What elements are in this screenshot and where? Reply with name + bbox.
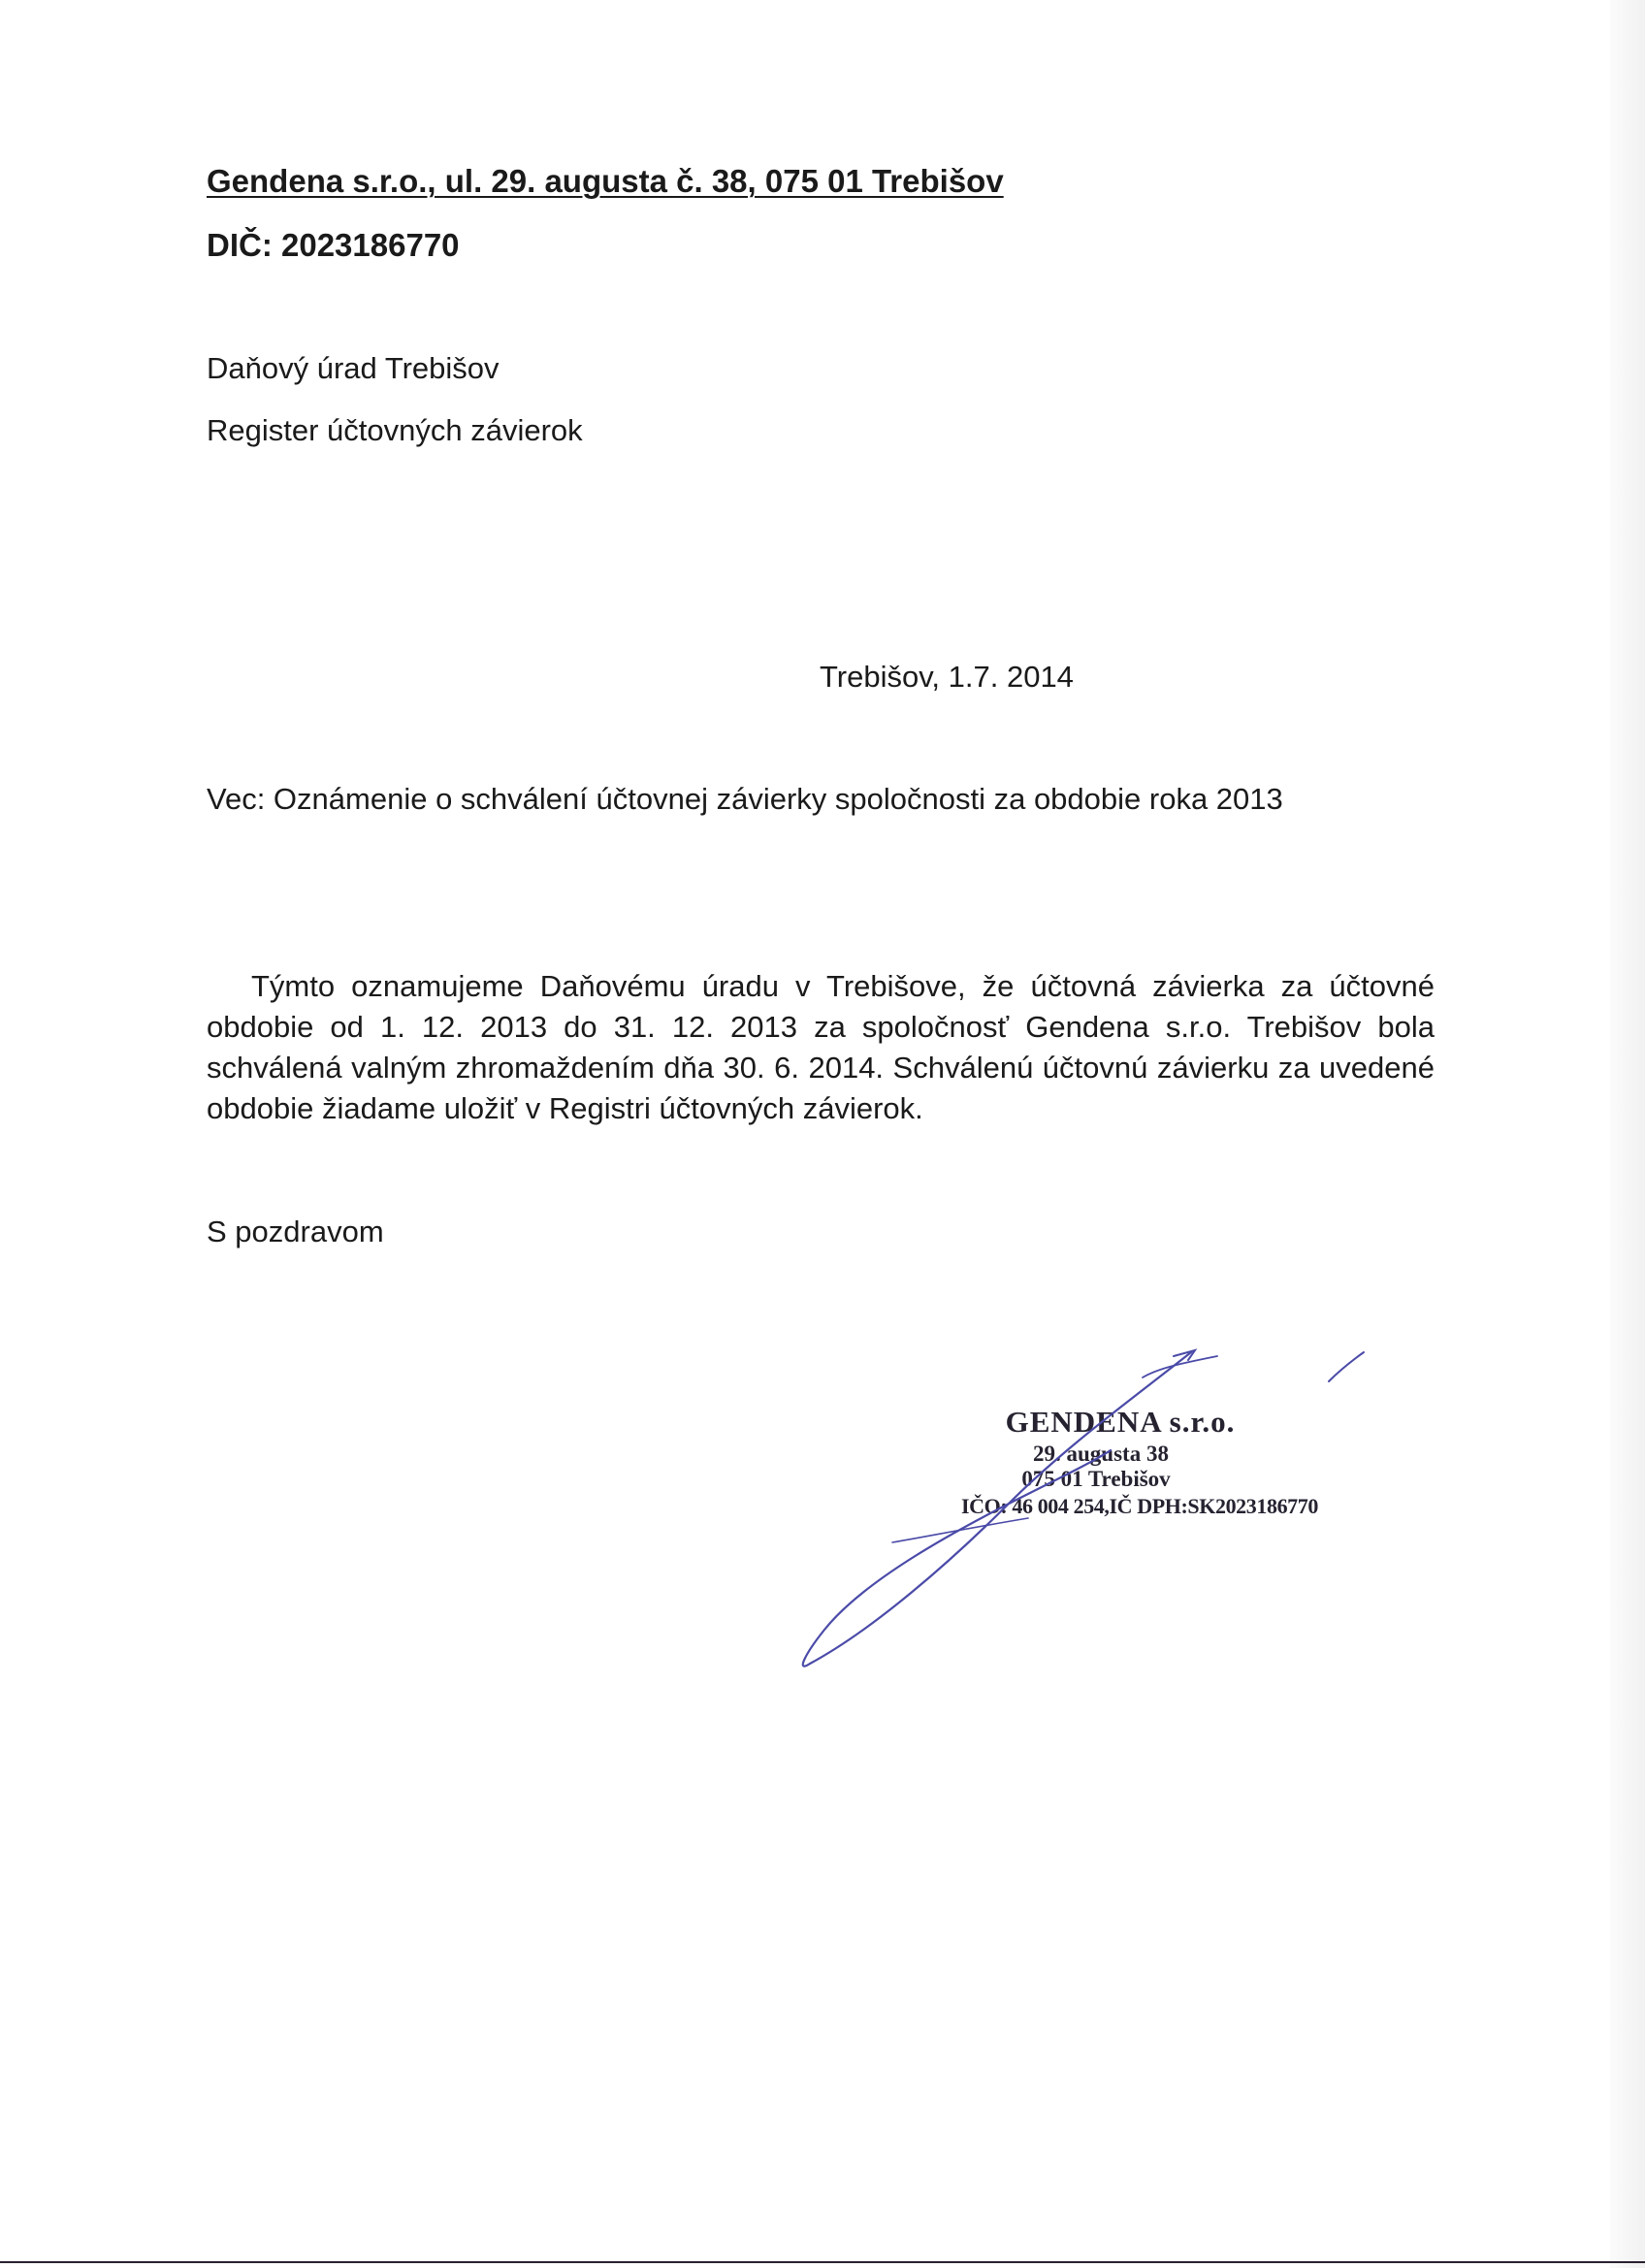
scan-edge bbox=[1610, 0, 1645, 2268]
sender-tax-id: DIČ: 2023186770 bbox=[207, 227, 460, 263]
stamp-city: 075 01 Trebišov bbox=[1021, 1467, 1171, 1491]
recipient-department: Register účtovných závierok bbox=[207, 413, 583, 447]
sender-address: Gendena s.r.o., ul. 29. augusta č. 38, 075 01 Trebišov bbox=[207, 163, 1004, 199]
recipient-name: Daňový úrad Trebišov bbox=[207, 351, 500, 385]
closing-greeting: S pozdravom bbox=[207, 1215, 384, 1248]
subject-line: Vec: Oznámenie o schválení účtovnej závierky spoločnosti za obdobie roka 2013 bbox=[207, 782, 1283, 816]
stamp-ids: IČO: 46 004 254,IČ DPH:SK2023186770 bbox=[961, 1494, 1318, 1518]
stamp-company: GENDENA s.r.o. bbox=[1005, 1405, 1236, 1439]
place-date: Trebišov, 1.7. 2014 bbox=[820, 660, 1074, 694]
stamp-street: 29. augusta 38 bbox=[1033, 1442, 1169, 1466]
body-paragraph: Týmto oznamujeme Daňovému úradu v Trebišove, že účtovná závierka za účtovné obdobie od 1. 12. 2013 do 31. 12. 2013 za spoločnosť Gendena s.r.o. Trebišov bola schválená valným zhromaždením dňa 30. 6. 2014. Schválenú účtovnú závierku za uvedené obdobie žiadame uložiť v Registri účtovných závierok. bbox=[207, 969, 1435, 1125]
signature-icon bbox=[776, 1339, 1406, 1688]
scan-border bbox=[0, 2261, 1645, 2263]
